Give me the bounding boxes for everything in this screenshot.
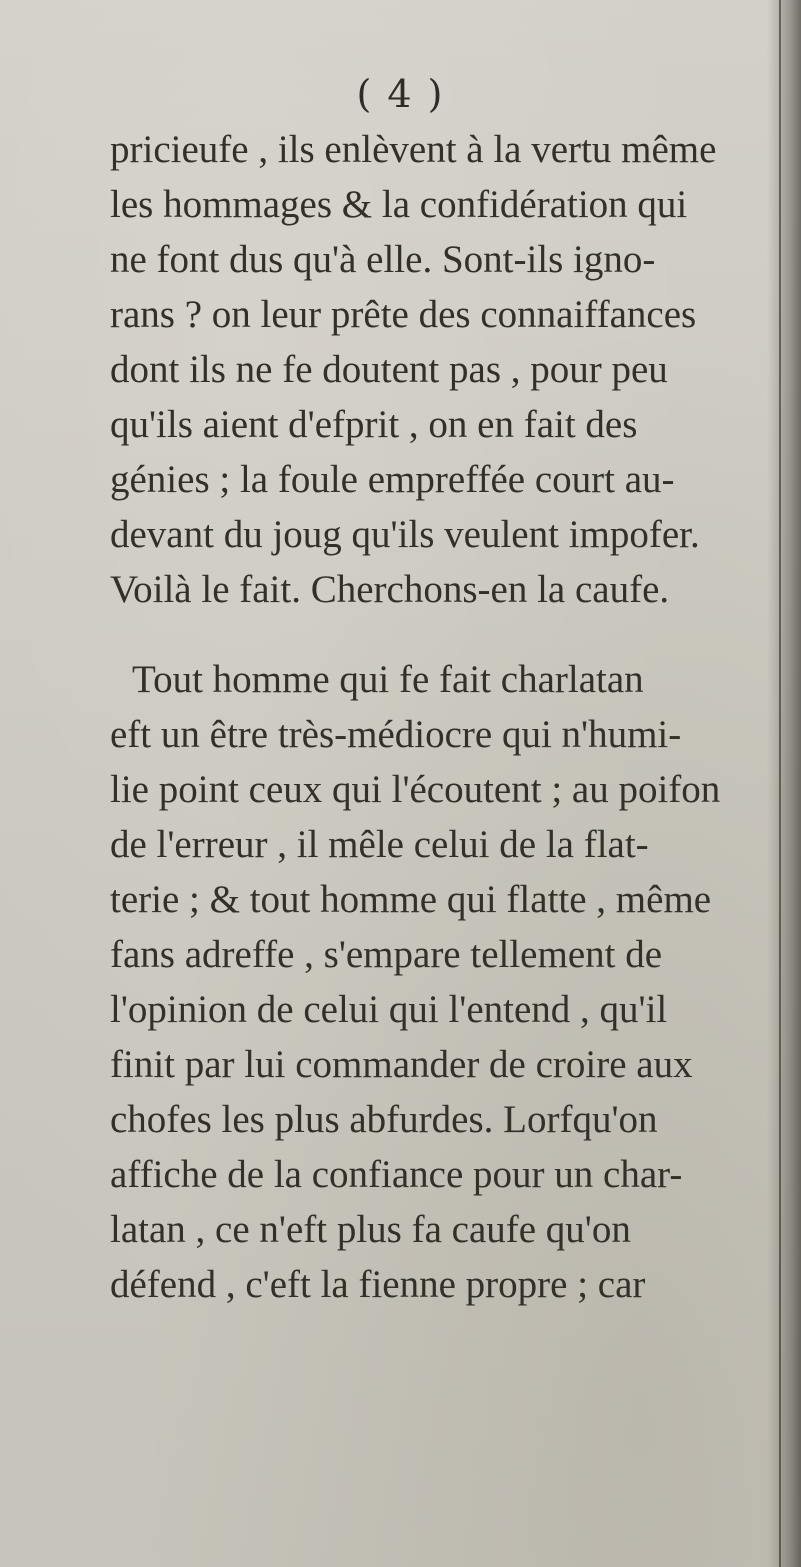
text-line: les hommages & la confidération qui <box>110 183 688 226</box>
page-number-header: ( 4 ) <box>356 72 445 116</box>
text-line: l'opinion de celui qui l'entend , qu'il <box>110 988 668 1031</box>
paragraph-2 <box>110 652 770 1312</box>
page-gutter-shadow <box>767 0 801 1567</box>
text-line: fans adreffe , s'empare tellement de <box>110 933 663 976</box>
text-line: Voilà le fait. Cherchons-en la caufe. <box>110 568 670 611</box>
text-line: rans ? on leur prête des connaiffances <box>110 293 697 336</box>
text-line: terie ; & tout homme qui flatte , même <box>110 878 712 921</box>
paragraph-spacer <box>110 617 770 652</box>
text-line: Tout homme qui fe fait charlatan <box>132 658 644 701</box>
text-line: pricieufe , ils enlèvent à la vertu même <box>110 128 717 171</box>
text-line: de l'erreur , il mêle celui de la flat- <box>110 823 649 866</box>
text-line: lie point ceux qui l'écoutent ; au poifon <box>110 768 721 811</box>
text-line: chofes les plus abfurdes. Lorfqu'on <box>110 1098 658 1141</box>
page-edge-line <box>779 0 781 1567</box>
text-line: ne font dus qu'à elle. Sont-ils igno- <box>110 238 656 281</box>
text-line: dont ils ne fe doutent pas , pour peu <box>110 348 668 391</box>
text-line: affiche de la confiance pour un char- <box>110 1153 683 1196</box>
text-line: latan , ce n'eft plus fa caufe qu'on <box>110 1208 631 1251</box>
text-line: finit par lui commander de croire aux <box>110 1043 693 1086</box>
text-line: défend , c'eft la fienne propre ; car <box>110 1263 646 1306</box>
text-line: génies ; la foule empreffée court au- <box>110 458 675 501</box>
page-body-text <box>110 122 770 1312</box>
text-line: eft un être très-médiocre qui n'humi- <box>110 713 682 756</box>
text-line: devant du joug qu'ils veulent impofer. <box>110 513 700 556</box>
paragraph-1 <box>110 122 770 617</box>
text-line: qu'ils aient d'efprit , on en fait des <box>110 403 638 446</box>
